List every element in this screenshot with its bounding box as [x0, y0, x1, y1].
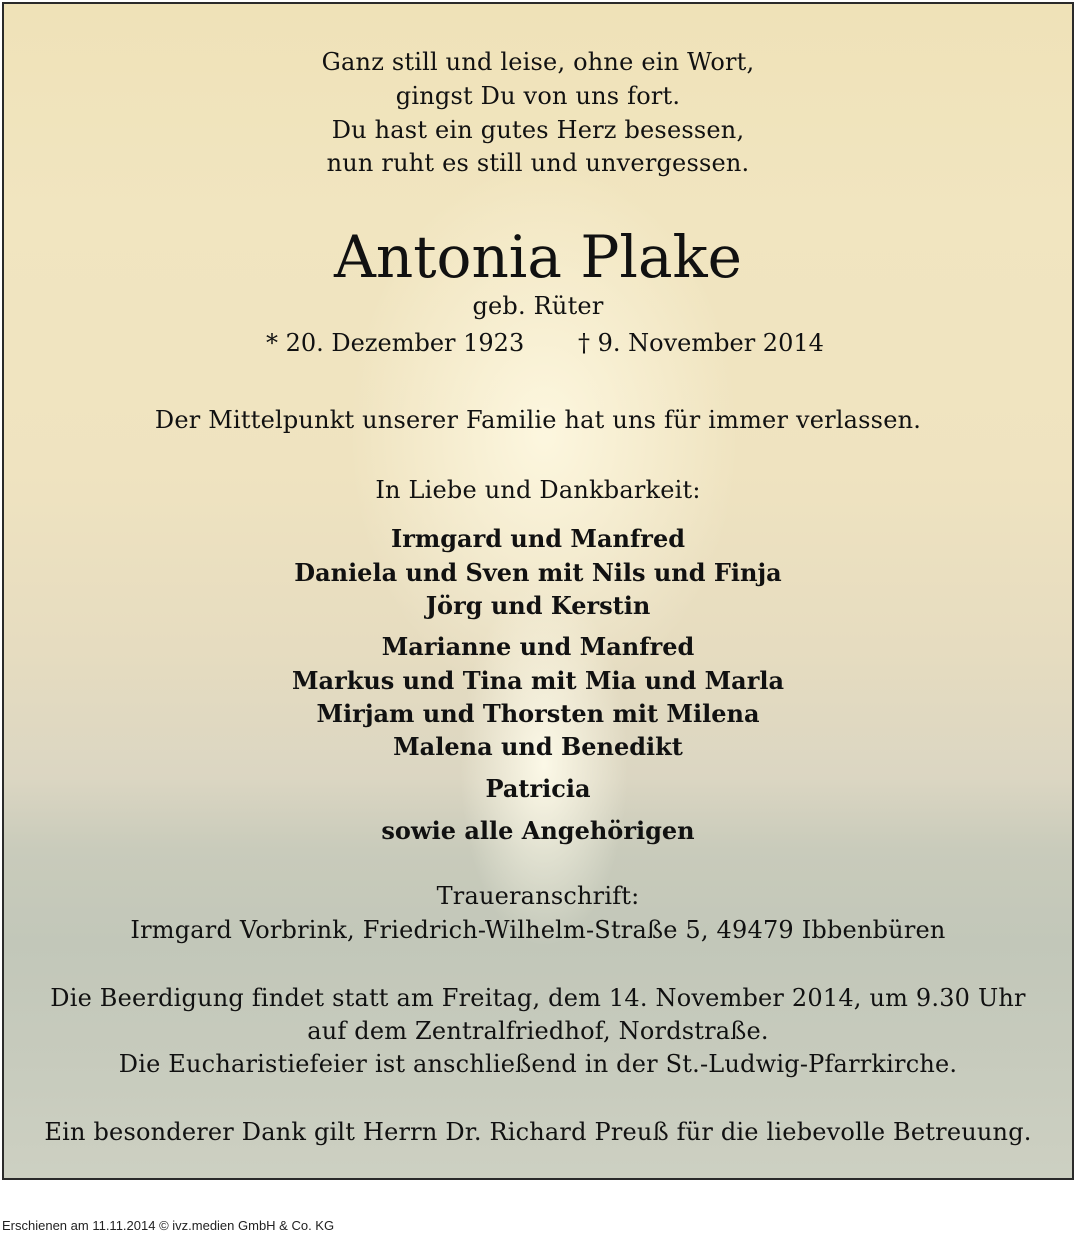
mourner-line: sowie alle Angehörigen: [381, 816, 695, 845]
poem-line: Ganz still und leise, ohne ein Wort,: [321, 48, 755, 76]
mourner-line: Malena und Benedikt: [393, 732, 683, 761]
funeral-line: Die Beerdigung findet statt am Freitag, dem 14. November 2014, um 9.30 Uhr: [50, 984, 1026, 1012]
poem-line: Du hast ein gutes Herz besessen,: [331, 116, 745, 144]
birth-name: geb. Rüter: [472, 292, 604, 320]
funeral-line: auf dem Zentralfriedhof, Nordstraße.: [307, 1017, 769, 1045]
mourner-line: Jörg und Kerstin: [425, 591, 651, 620]
mourner-line: Markus und Tina mit Mia und Marla: [291, 666, 785, 695]
mourner-line: Marianne und Manfred: [381, 632, 695, 661]
address-label: Traueranschrift:: [436, 882, 640, 910]
mourner-line: Mirjam und Thorsten mit Milena: [316, 699, 760, 728]
deceased-name: Antonia Plake: [333, 223, 742, 291]
publication-footer: Erschienen am 11.11.2014 © ivz.medien GmbH & Co. KG: [2, 1218, 335, 1233]
thanks-line: Ein besonderer Dank gilt Herrn Dr. Richard Preuß für die liebevolle Betreuung.: [44, 1118, 1032, 1146]
poem-line: nun ruht es still und unvergessen.: [326, 149, 750, 177]
mourners-intro: In Liebe und Dankbarkeit:: [375, 476, 701, 504]
obituary-notice: [2, 2, 1074, 1180]
poem-line: gingst Du von uns fort.: [395, 82, 681, 110]
mourner-line: Irmgard und Manfred: [391, 524, 685, 553]
mourner-line: Daniela und Sven mit Nils und Finja: [294, 558, 782, 587]
address-line: Irmgard Vorbrink, Friedrich-Wilhelm-Straße 5, 49479 Ibbenbüren: [130, 916, 946, 944]
funeral-line: Die Eucharistiefeier ist anschließend in der St.-Ludwig-Pfarrkirche.: [118, 1050, 958, 1078]
death-date: † 9. November 2014: [578, 329, 824, 357]
birth-date: * 20. Dezember 1923: [266, 329, 525, 357]
mourner-line: Patricia: [485, 774, 591, 803]
statement: Der Mittelpunkt unserer Familie hat uns für immer verlassen.: [154, 406, 922, 434]
